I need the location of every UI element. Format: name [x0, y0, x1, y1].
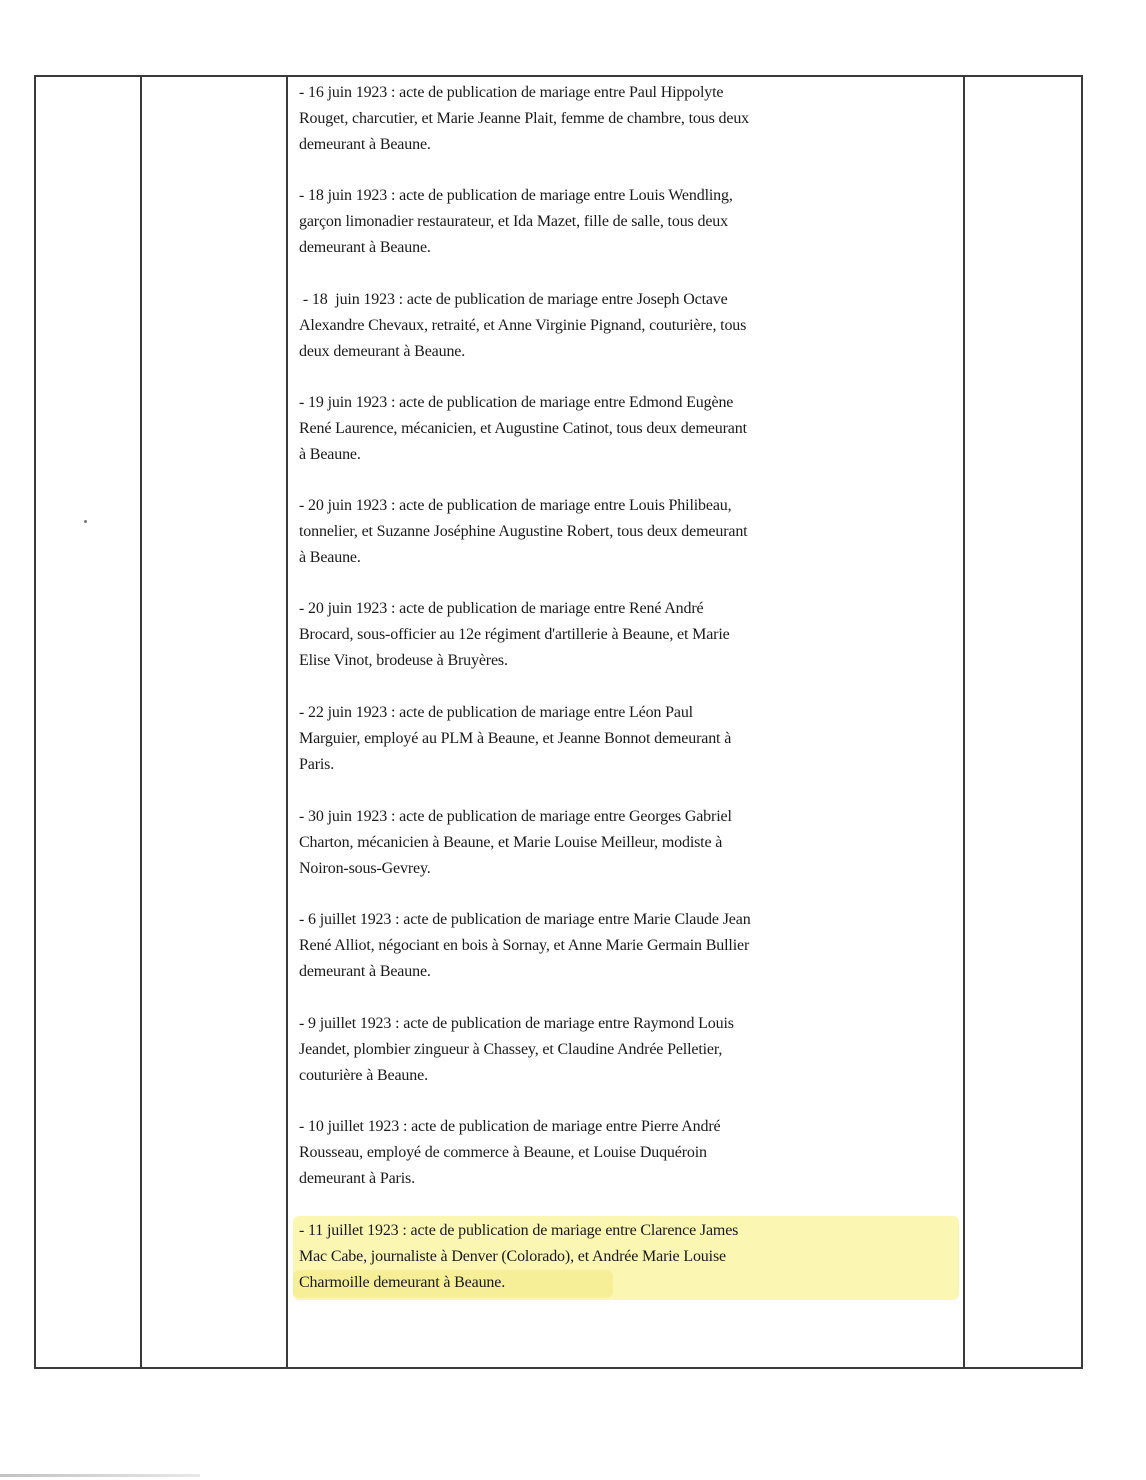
entry-line: garçon limonadier restaurateur, et Ida Mazet, fille de salle, tous deux	[299, 213, 728, 230]
entry-line: - 30 juin 1923 : acte de publication de mariage entre Georges Gabriel	[299, 808, 732, 825]
entry-18-juin-wendling	[299, 183, 963, 261]
entry-20-juin-philibeau	[299, 493, 963, 571]
entry-6-juillet	[299, 907, 963, 985]
entry-line: - 18 juin 1923 : acte de publication de mariage entre Louis Wendling,	[299, 187, 733, 204]
register-table	[34, 75, 1083, 1369]
table-cell-column-1	[36, 77, 140, 1367]
entry-9-juillet	[299, 1011, 963, 1089]
entries-column	[288, 77, 963, 1367]
entry-line: Alexandre Chevaux, retraité, et Anne Virginie Pignand, couturière, tous	[299, 317, 747, 334]
entry-line: Paris.	[299, 756, 335, 773]
entry-20-juin-brocard	[299, 596, 963, 674]
entry-line: Mac Cabe, journaliste à Denver (Colorado), et Andrée Marie Louise	[299, 1248, 726, 1265]
entry-10-juillet	[299, 1114, 963, 1192]
entry-30-juin	[299, 804, 963, 882]
scan-speck	[84, 520, 87, 523]
entry-line: - 18 juin 1923 : acte de publication de mariage entre Joseph Octave	[299, 291, 728, 308]
entry-line: deux demeurant à Beaune.	[299, 343, 466, 360]
entry-line: demeurant à Beaune.	[299, 239, 431, 256]
entry-line: Charton, mécanicien à Beaune, et Marie Louise Meilleur, modiste à	[299, 834, 723, 851]
entry-line: Charmoille demeurant à Beaune.	[299, 1274, 506, 1291]
entry-line: Jeandet, plombier zingueur à Chassey, et Claudine Andrée Pelletier,	[299, 1041, 723, 1058]
entry-line: Noiron-sous-Gevrey.	[299, 860, 431, 877]
entry-16-juin	[299, 80, 963, 158]
entry-line: - 10 juillet 1923 : acte de publication de mariage entre Pierre André	[299, 1118, 721, 1135]
entry-line: demeurant à Beaune.	[299, 963, 431, 980]
entry-line: - 22 juin 1923 : acte de publication de mariage entre Léon Paul	[299, 704, 693, 721]
entry-line: Brocard, sous-officier au 12e régiment d'artillerie à Beaune, et Marie	[299, 626, 730, 643]
entry-line: Rousseau, employé de commerce à Beaune, et Louise Duquéroin	[299, 1144, 707, 1161]
entry-line: demeurant à Beaune.	[299, 136, 431, 153]
entry-line: - 20 juin 1923 : acte de publication de mariage entre René André	[299, 600, 704, 617]
entry-line: - 20 juin 1923 : acte de publication de mariage entre Louis Philibeau,	[299, 497, 732, 514]
entry-11-juillet-highlighted	[299, 1218, 963, 1296]
entry-line: Elise Vinot, brodeuse à Bruyères.	[299, 652, 508, 669]
entry-line: à Beaune.	[299, 446, 361, 463]
entry-line: René Laurence, mécanicien, et Augustine Catinot, tous deux demeurant	[299, 420, 747, 437]
entry-line: à Beaune.	[299, 549, 361, 566]
entry-19-juin	[299, 390, 963, 468]
table-cell-column-2	[142, 77, 286, 1367]
scan-edge-mark	[0, 1474, 200, 1477]
entry-line: - 9 juillet 1923 : acte de publication de mariage entre Raymond Louis	[299, 1015, 734, 1032]
entry-line: - 16 juin 1923 : acte de publication de mariage entre Paul Hippolyte	[299, 84, 724, 101]
entry-line: Marguier, employé au PLM à Beaune, et Jeanne Bonnot demeurant à	[299, 730, 732, 747]
entry-line: René Alliot, négociant en bois à Sornay, et Anne Marie Germain Bullier	[299, 937, 750, 954]
table-cell-column-4	[965, 77, 1081, 1367]
entry-22-juin	[299, 700, 963, 778]
entry-line: tonnelier, et Suzanne Joséphine Augustine Robert, tous deux demeurant	[299, 523, 748, 540]
entry-line: - 6 juillet 1923 : acte de publication de mariage entre Marie Claude Jean	[299, 911, 751, 928]
entry-line: couturière à Beaune.	[299, 1067, 428, 1084]
entry-line: - 11 juillet 1923 : acte de publication de mariage entre Clarence James	[299, 1222, 739, 1239]
entry-line: Rouget, charcutier, et Marie Jeanne Plait, femme de chambre, tous deux	[299, 110, 750, 127]
entry-18-juin-chevaux	[299, 287, 963, 365]
entry-line: demeurant à Paris.	[299, 1170, 415, 1187]
entry-line: - 19 juin 1923 : acte de publication de mariage entre Edmond Eugène	[299, 394, 734, 411]
